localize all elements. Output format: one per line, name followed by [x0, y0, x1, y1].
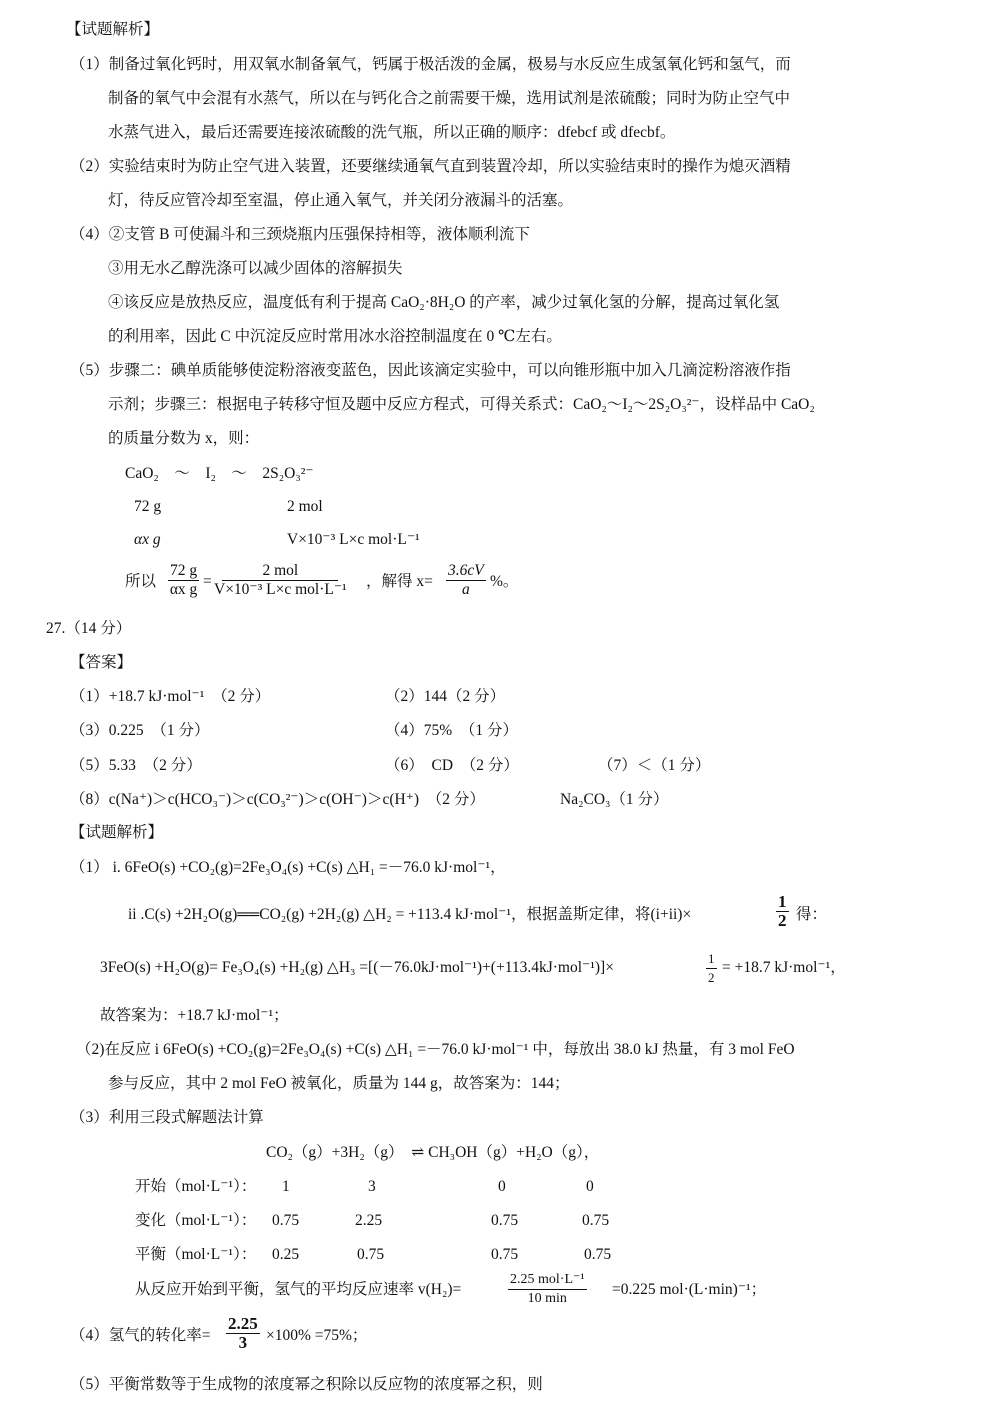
numerator: 2.25 mol·L⁻¹	[508, 1271, 587, 1290]
text: ×100% =75%；	[266, 1327, 368, 1344]
text: 从反应开始到平衡，氢气的平均反应速率 v(H₂)=	[135, 1281, 462, 1298]
denominator: 3	[238, 1333, 248, 1352]
cell: 0.75	[584, 1246, 612, 1263]
answer-item: （6） CD （2 分）	[385, 757, 519, 774]
fraction	[168, 562, 199, 599]
cell: 2.25	[355, 1212, 383, 1229]
question-title: 27.（14 分）	[46, 620, 132, 637]
text-line: 的质量分数为 x，则：	[108, 430, 260, 447]
answer-item: （3）0.225 （1 分）	[70, 722, 210, 739]
text-line: ④该反应是放热反应，温度低有利于提高 CaO₂·8H₂O 的产率，减少过氧化氢的分解，提高过氧化氢	[108, 294, 780, 311]
relation-line: CaO₂ ～ I₂ ～ 2S₂O₃²⁻	[125, 465, 314, 482]
cell: 0.75	[491, 1246, 519, 1263]
text-line: 故答案为：+18.7 kJ·mol⁻¹；	[100, 1007, 289, 1024]
numerator: 2 mol	[222, 562, 338, 581]
text-line: 参与反应，其中 2 mol FeO 被氧化，质量为 144 g，故答案为：144；	[108, 1075, 570, 1092]
text-line: （2)在反应 i 6FeO(s) +CO₂(g)=2Fe₃O₄(s) +C(s) △H₁ =－76.0 kJ·mol⁻¹ 中，每放出 38.0 kJ 热量，有 3 mol FeO	[76, 1041, 795, 1058]
denominator: V×10⁻³ L×c mol·L⁻¹	[214, 581, 347, 598]
numerator: 3.6cV	[448, 562, 484, 579]
answer-item: Na₂CO₃（1 分）	[560, 791, 669, 808]
denominator: αx g	[169, 581, 198, 598]
section-heading: 【试题解析】	[66, 21, 160, 38]
cell: 0.75	[357, 1246, 385, 1263]
denominator: 10 min	[527, 1291, 567, 1306]
fraction	[226, 1315, 260, 1352]
text: （4）氢气的转化率=	[70, 1327, 211, 1344]
ratio-value: 72 g	[134, 498, 162, 515]
answer-item: （1）+18.7 kJ·mol⁻¹ （2 分）	[70, 688, 271, 705]
answer-item: （7）＜（1 分）	[598, 757, 711, 774]
text-line: 水蒸气进入，最后还需要连接浓硫酸的洗气瓶，所以正确的顺序：dfebcf 或 dfecbf。	[108, 124, 676, 141]
numerator: 72 g	[170, 562, 198, 579]
text-line: ③用无水乙醇洗涤可以减少固体的溶解损失	[108, 260, 403, 277]
numerator: 1	[778, 892, 787, 911]
text-line: （3）利用三段式解题法计算	[70, 1109, 264, 1126]
text: %。	[490, 573, 519, 590]
text-line: 示剂；步骤三：根据电子转移守恒及题中反应方程式，可得关系式：CaO₂～I₂～2S₂O₃²⁻，设样品中 CaO₂	[108, 396, 815, 413]
reaction-equation: CO₂（g）+3H₂（g） ⇌ CH₃OH（g）+H₂O（g），	[266, 1144, 600, 1161]
row-label: 平衡（mol·L⁻¹）：	[135, 1246, 257, 1263]
numerator: 1	[706, 950, 717, 969]
text-line: （1）制备过氧化钙时，用双氧水制备氧气，钙属于极活泼的金属，极易与水反应生成氢氧化钙和氢气，而	[70, 56, 791, 73]
ratio-value: αx g	[134, 531, 161, 548]
ratio-value: 2 mol	[287, 498, 323, 515]
analysis-heading: 【试题解析】	[70, 824, 164, 841]
answer-heading: 【答案】	[70, 654, 133, 671]
fraction	[446, 562, 486, 599]
text-line: （5）平衡常数等于生成物的浓度幂之积除以反应物的浓度幂之积，则	[70, 1376, 543, 1393]
text: 得：	[796, 906, 828, 923]
answer-item: （4）75% （1 分）	[385, 722, 519, 739]
ratio-value: V×10⁻³ L×c mol·L⁻¹	[287, 531, 420, 548]
denominator: 2	[778, 911, 787, 930]
cell: 0.25	[272, 1246, 300, 1263]
denominator: a	[461, 581, 470, 598]
row-label: 变化（mol·L⁻¹）：	[135, 1212, 257, 1229]
cell: 3	[368, 1178, 376, 1195]
text-line: ii .C(s) +2H₂O(g)══CO₂(g) +2H₂(g) △H₂ = +113.4 kJ·mol⁻¹，根据盖斯定律，将(i+ii)×	[128, 906, 692, 923]
row-label: 开始（mol·L⁻¹）：	[135, 1178, 257, 1195]
fraction	[508, 1271, 587, 1308]
fraction	[214, 562, 347, 599]
text-line: 灯，待反应管冷却至室温，停止通入氧气，并关闭分液漏斗的活塞。	[108, 192, 574, 209]
answer-item: （2）144（2 分）	[385, 688, 506, 705]
text-line: 3FeO(s) +H₂O(g)= Fe₃O₄(s) +H₂(g) △H₃ =[(－76.0kJ·mol⁻¹)+(+113.4kJ·mol⁻¹)]×	[100, 959, 614, 976]
text-line: （2）实验结束时为防止空气进入装置，还要继续通氧气直到装置冷却，所以实验结束时的操作为熄灭酒精	[70, 158, 791, 175]
denominator: 2	[708, 970, 715, 985]
cell: 0	[586, 1178, 594, 1195]
text-line: 制备的氧气中会混有水蒸气，所以在与钙化合之前需要干燥，选用试剂是浓硫酸；同时为防止空气中	[108, 90, 791, 107]
text: = +18.7 kJ·mol⁻¹，	[722, 959, 846, 976]
text-line: 的利用率，因此 C 中沉淀反应时常用冰水浴控制温度在 0 ℃左右。	[108, 328, 562, 345]
fraction-half	[706, 950, 717, 987]
cell: 0.75	[491, 1212, 519, 1229]
equals: =	[203, 573, 212, 590]
text: =0.225 mol·(L·min)⁻¹；	[612, 1281, 767, 1298]
cell: 0	[498, 1178, 506, 1195]
text-line: （1） i. 6FeO(s) +CO₂(g)=2Fe₃O₄(s) +C(s) △H₁ =－76.0 kJ·mol⁻¹，	[70, 859, 506, 876]
text-line: （5）步骤二：碘单质能够使淀粉溶液变蓝色，因此该滴定实验中，可以向锥形瓶中加入几滴淀粉溶液作指	[70, 362, 791, 379]
text: 所以	[125, 573, 157, 590]
answer-item: （8）c(Na⁺)＞c(HCO₃⁻)＞c(CO₃²⁻)＞c(OH⁻)＞c(H⁺) （2 分）	[70, 791, 485, 808]
cell: 0.75	[582, 1212, 610, 1229]
fraction-half	[776, 893, 789, 930]
answer-item: （5）5.33 （2 分）	[70, 757, 202, 774]
text: ，解得 x=	[366, 573, 433, 590]
cell: 1	[282, 1178, 290, 1195]
cell: 0.75	[272, 1212, 300, 1229]
text-line: （4）②支管 B 可使漏斗和三颈烧瓶内压强保持相等，液体顺利流下	[70, 226, 530, 243]
numerator: 2.25	[228, 1314, 258, 1333]
